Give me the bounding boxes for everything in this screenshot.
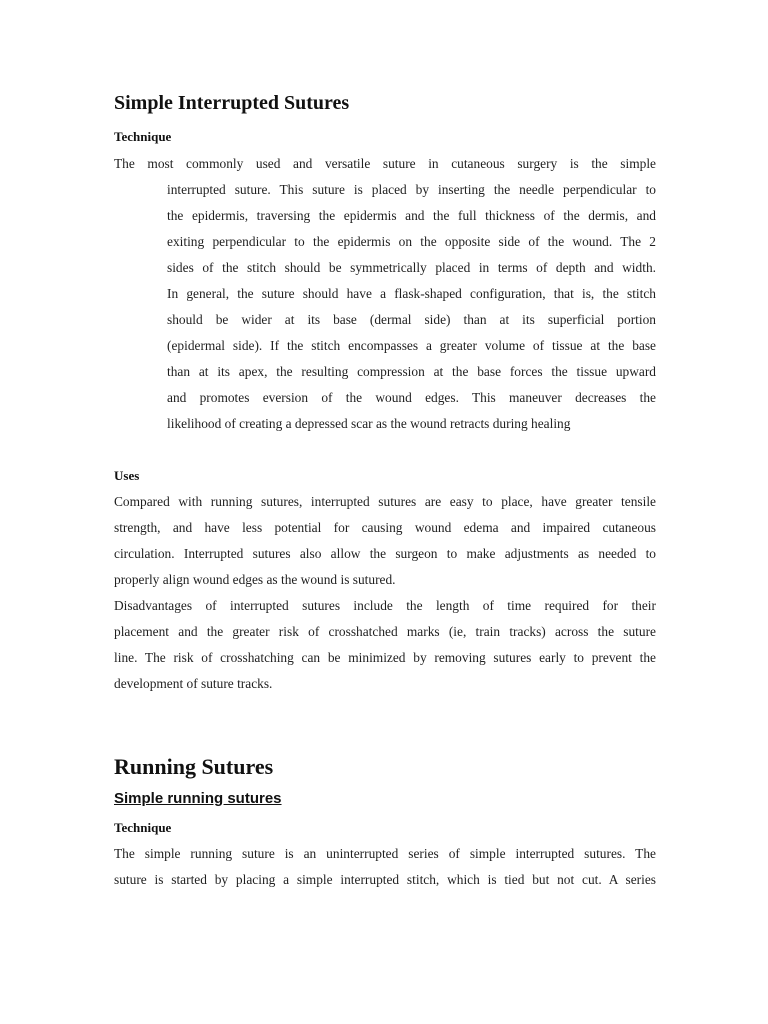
paragraph-line: strength, and have less potential for causing wound edema and impaired cutaneous [114,520,656,535]
paragraph-line: properly align wound edges as the wound is sutured. [114,572,396,587]
paragraph-line: interrupted suture. This suture is placed by inserting the needle perpendicular to [167,182,656,197]
paragraph-line: the epidermis, traversing the epidermis and the full thickness of the dermis, and [167,208,656,223]
paragraph-line: sides of the stitch should be symmetrically placed in terms of depth and width. [167,260,656,275]
uses-heading: Uses [114,468,140,483]
paragraph-line: exiting perpendicular to the epidermis on the opposite side of the wound. The 2 [167,234,656,249]
paragraph-line: line. The risk of crosshatching can be minimized by removing sutures early to prevent the [114,650,656,665]
paragraph-line: likelihood of creating a depressed scar as the wound retracts during healing [167,416,571,431]
paragraph-line: The simple running suture is an uninterrupted series of simple interrupted sutures. The [114,846,656,861]
paragraph-line: The most commonly used and versatile suture in cutaneous surgery is the simple [114,156,656,171]
technique-heading: Technique [114,820,172,835]
paragraph-line: In general, the suture should have a flask-shaped configuration, that is, the stitch [167,286,656,301]
paragraph-line: (epidermal side). If the stitch encompasses a greater volume of tissue at the base [167,338,656,353]
technique-heading: Technique [114,129,172,144]
paragraph-line: and promotes eversion of the wound edges. This maneuver decreases the [167,390,656,405]
paragraph-line: Disadvantages of interrupted sutures include the length of time required for their [114,598,656,613]
paragraph-line: suture is started by placing a simple interrupted stitch, which is tied but not cut. A series [114,872,656,887]
paragraph-line: circulation. Interrupted sutures also allow the surgeon to make adjustments as needed to [114,546,656,561]
section-title-running-sutures: Running Sutures [114,754,274,779]
paragraph-line: development of suture tracks. [114,676,273,691]
paragraph-line: than at its apex, the resulting compression at the base forces the tissue upward [167,364,656,379]
section-title-simple-interrupted-sutures: Simple Interrupted Sutures [114,92,350,114]
paragraph-line: placement and the greater risk of crosshatched marks (ie, train tracks) across the suture [114,624,656,639]
paragraph-line: should be wider at its base (dermal side) than at its superficial portion [167,312,656,327]
subsection-title-simple-running-sutures: Simple running sutures [114,790,282,807]
paragraph-line: Compared with running sutures, interrupted sutures are easy to place, have greater tensile [114,494,656,509]
